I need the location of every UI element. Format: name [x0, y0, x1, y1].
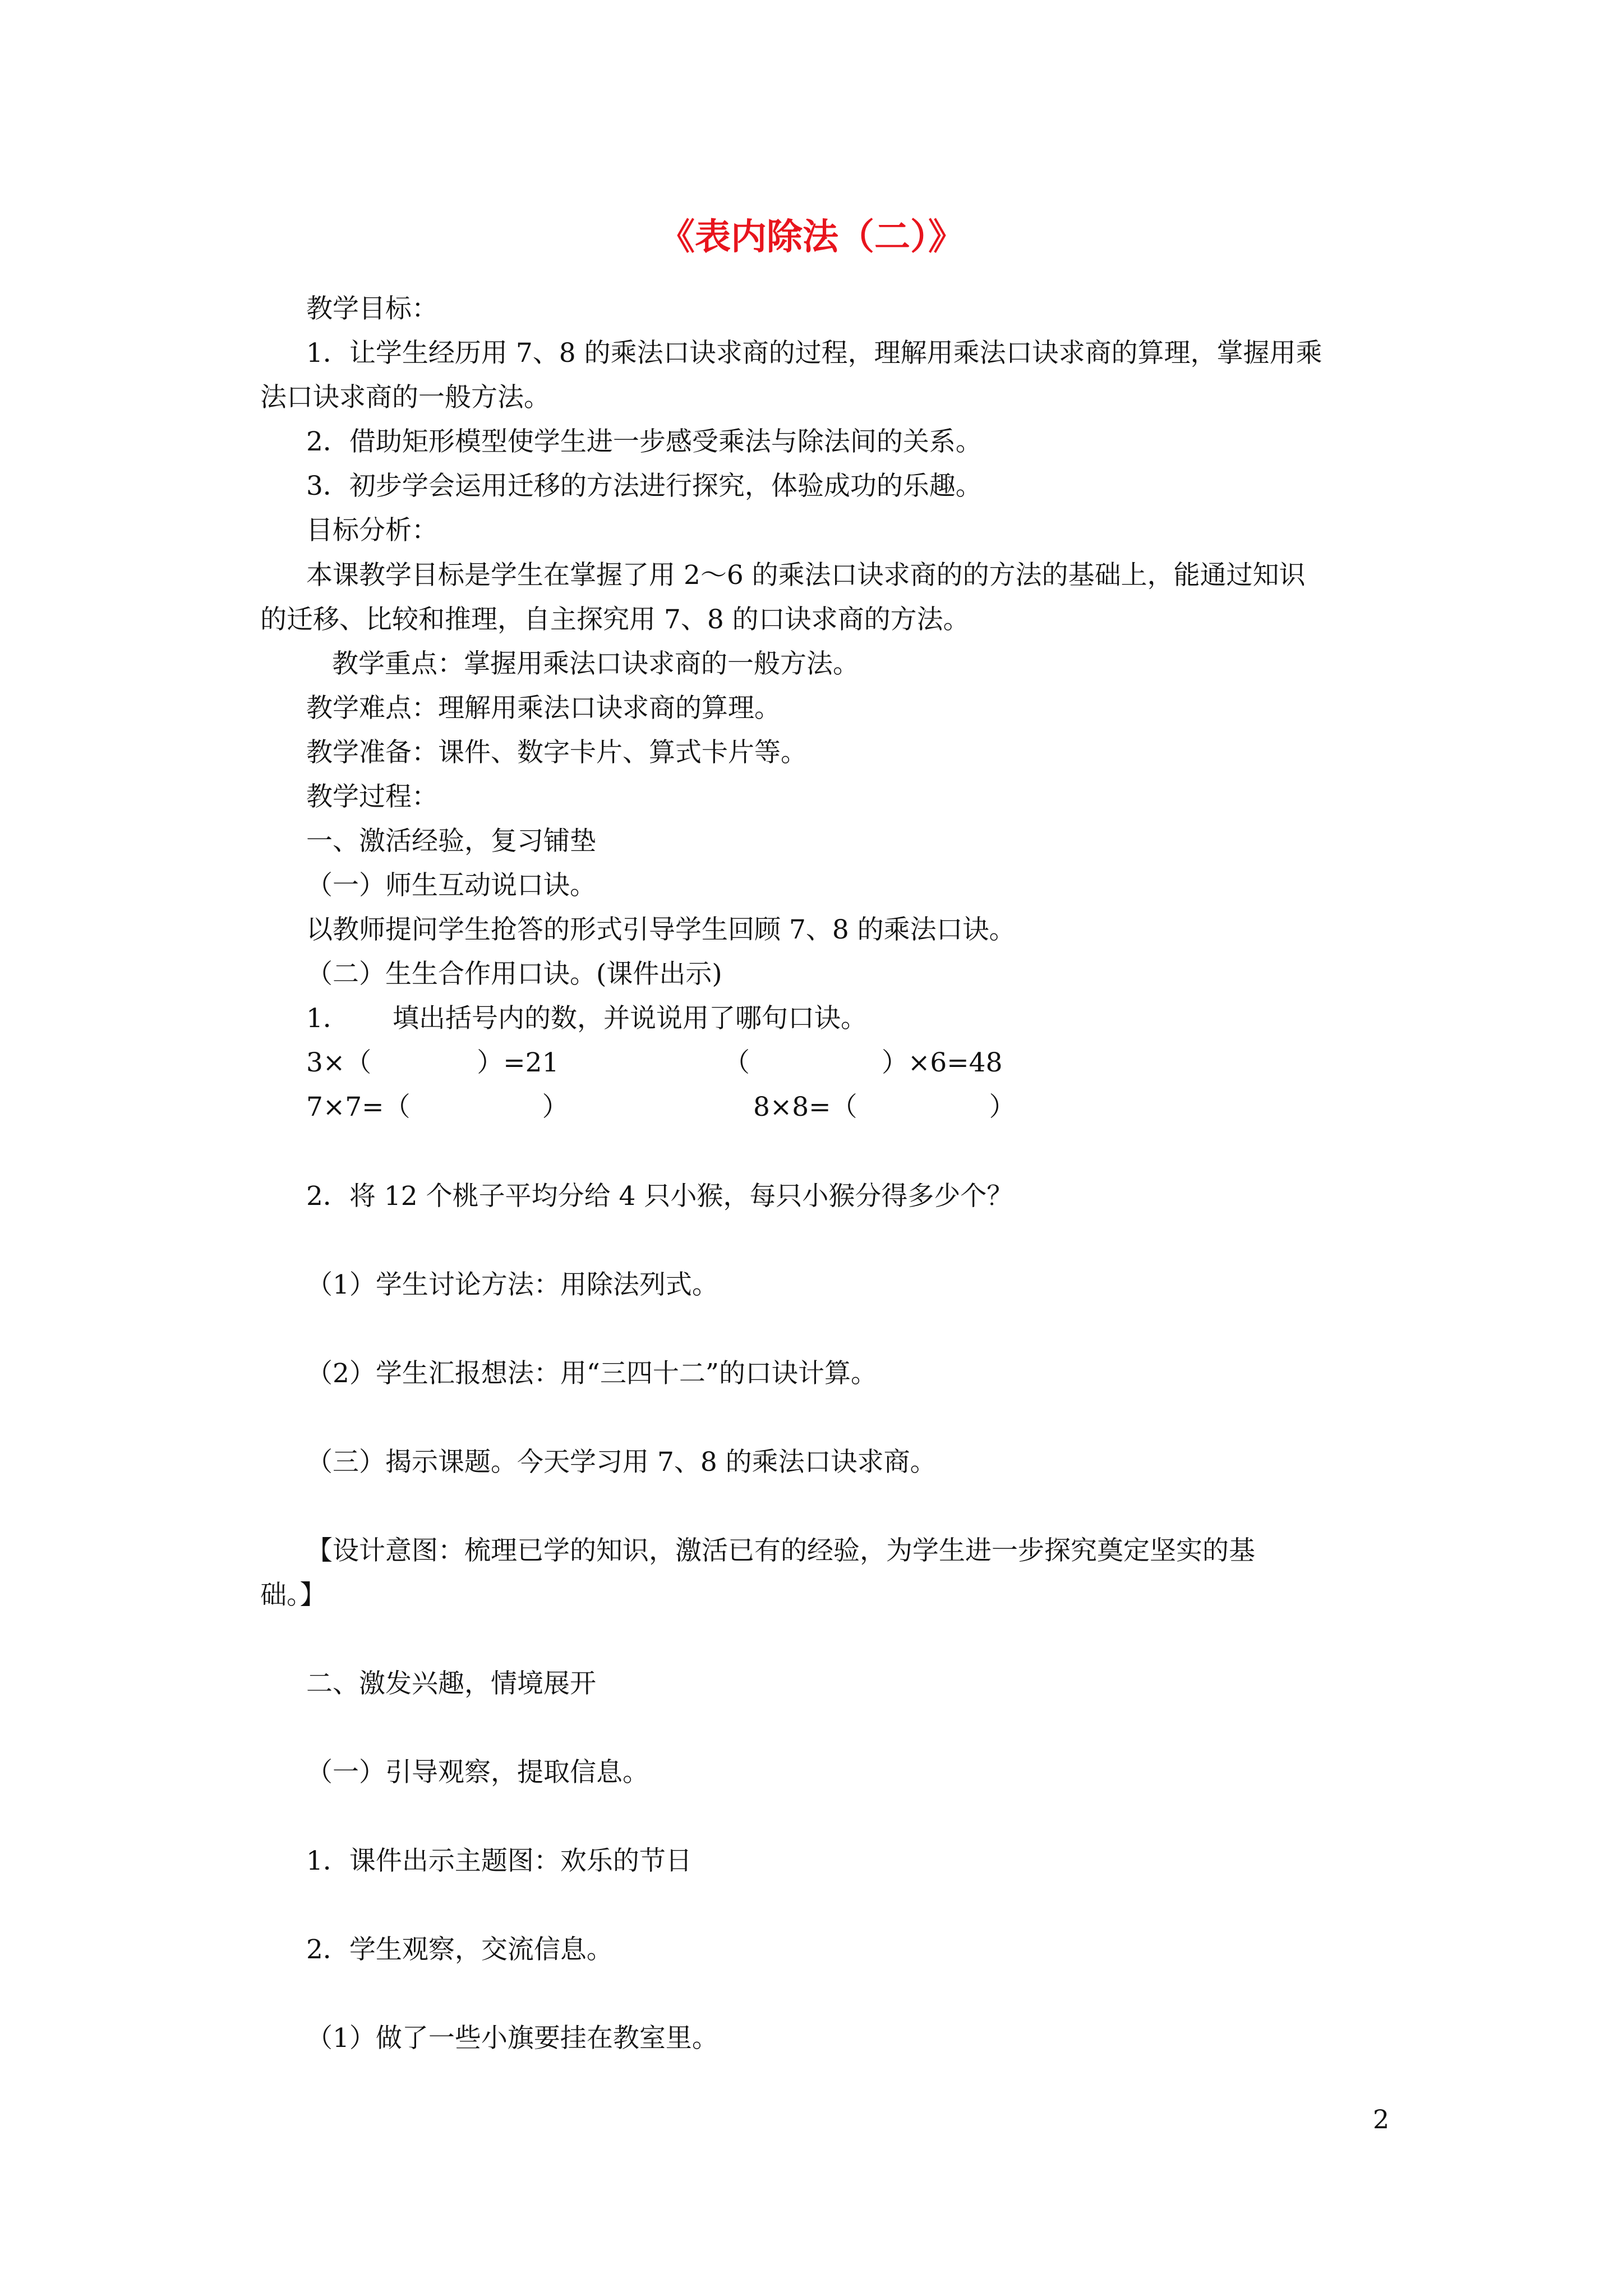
item-1-number: 1．	[306, 1003, 349, 1034]
section-2-item-1: 1．课件出示主题图：欢乐的节日	[306, 1846, 692, 1876]
part-1-heading: （一）师生互动说口诀。	[306, 870, 596, 901]
difficulty: 教学难点：理解用乘法口诀求商的算理。	[306, 693, 781, 724]
goal-1-line-2: 法口诀求商的一般方法。	[260, 382, 550, 413]
item-2: 2．将 12 个桃子平均分给 4 只小猴，每只小猴分得多少个？	[306, 1181, 1013, 1212]
design-intent-line-1: 【设计意图：梳理已学的知识，激活已有的经验，为学生进一步探究奠定坚实的基	[306, 1535, 1255, 1566]
part-2-heading: （二）生生合作用口诀。(课件出示)	[306, 959, 722, 990]
part-3-heading: （三）揭示课题。今天学习用 7、8 的乘法口诀求商。	[306, 1447, 937, 1478]
goal-3: 3．初步学会运用迁移的方法进行探究，体验成功的乐趣。	[306, 471, 982, 501]
design-intent-line-2: 础。】	[260, 1580, 326, 1611]
process-heading: 教学过程：	[306, 781, 438, 812]
document-title: 《表内除法（二）》	[659, 216, 964, 258]
equation-4: 8×8=（ ）	[753, 1092, 1016, 1122]
analysis-heading: 目标分析：	[306, 515, 438, 546]
section-1-heading: 一、激活经验，复习铺垫	[306, 826, 596, 857]
part-1-text: 以教师提问学生抢答的形式引导学生回顾 7、8 的乘法口诀。	[306, 914, 1016, 945]
section-2-item-2: 2．学生观察，交流信息。	[306, 1934, 613, 1965]
goals-heading: 教学目标：	[306, 293, 438, 324]
section-2-heading: 二、激发兴趣，情境展开	[306, 1668, 596, 1699]
section-2-part-1: （一）引导观察，提取信息。	[306, 1757, 649, 1788]
equation-2: （ ）×6=48	[723, 1047, 1003, 1078]
analysis-line-2: 的迁移、比较和推理，自主探究用 7、8 的口诀求商的方法。	[260, 604, 970, 635]
equation-3: 7×7=（ ）	[306, 1092, 569, 1122]
goal-2: 2．借助矩形模型使学生进一步感受乘法与除法间的关系。	[306, 426, 982, 457]
preparation: 教学准备：课件、数字卡片、算式卡片等。	[306, 737, 807, 768]
item-1-text: 填出括号内的数，并说说用了哪句口诀。	[393, 1003, 867, 1034]
analysis-line-1: 本课教学目标是学生在掌握了用 2～6 的乘法口诀求商的的方法的基础上，能通过知识	[306, 560, 1306, 591]
page-number: 2	[1373, 2104, 1390, 2134]
equation-1: 3×（ ）=21	[306, 1047, 559, 1078]
item-2-step-1: （1）学生讨论方法：用除法列式。	[306, 1269, 718, 1300]
item-2-step-2: （2）学生汇报想法：用“三四十二”的口诀计算。	[306, 1358, 877, 1389]
goal-1-line-1: 1．让学生经历用 7、8 的乘法口诀求商的过程，理解用乘法口诀求商的算理，掌握用乘	[306, 338, 1322, 369]
key-point: 教学重点：掌握用乘法口诀求商的一般方法。	[332, 648, 859, 679]
section-2-item-2-step-1: （1）做了一些小旗要挂在教室里。	[306, 2023, 718, 2054]
